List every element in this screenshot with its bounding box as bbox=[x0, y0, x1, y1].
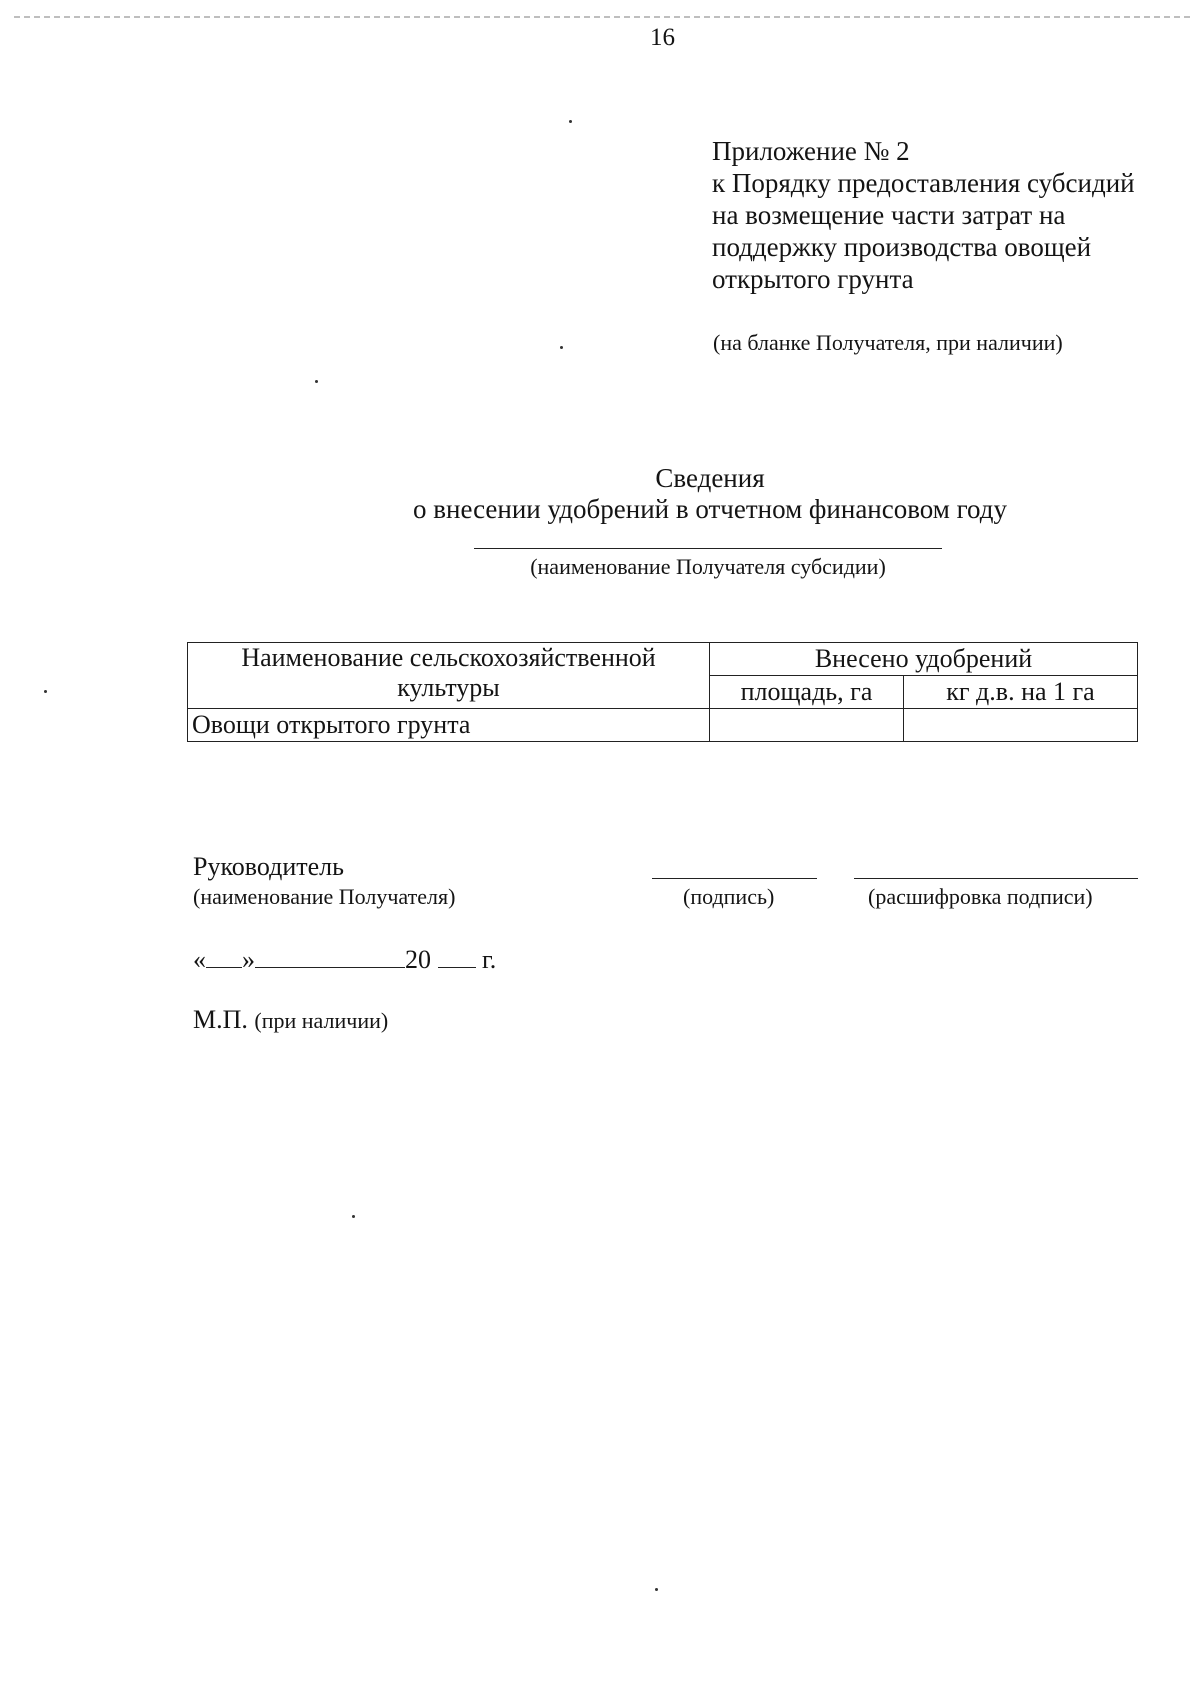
header-kg-per-ha: кг д.в. на 1 га bbox=[904, 676, 1138, 709]
row-crop-cell: Овощи открытого грунта bbox=[188, 709, 710, 742]
head-label: Руководитель bbox=[193, 852, 344, 881]
letterhead-note: (на бланке Получателя, при наличии) bbox=[713, 330, 1063, 355]
date-close-quote: » bbox=[242, 945, 255, 974]
date-year-prefix: 20 bbox=[405, 945, 431, 974]
signature-line[interactable] bbox=[652, 878, 817, 879]
head-caption: (наименование Получателя) bbox=[193, 884, 456, 909]
row-kg-cell[interactable] bbox=[904, 709, 1138, 742]
stamp-note: (при наличии) bbox=[254, 1008, 389, 1033]
scan-speck bbox=[655, 1588, 658, 1591]
appendix-line-3: на возмещение части затрат на bbox=[712, 200, 1066, 230]
table-header-row bbox=[188, 643, 1138, 676]
signature-caption: (подпись) bbox=[683, 884, 775, 909]
header-area: площадь, га bbox=[710, 676, 904, 709]
appendix-line-2: к Порядку предоставления субсидий bbox=[712, 168, 1135, 198]
header-crop-name: Наименование сельскохозяйственной культуры bbox=[188, 643, 710, 709]
date-year-blank[interactable] bbox=[438, 945, 476, 968]
scan-speck bbox=[569, 120, 572, 123]
date-row bbox=[193, 945, 496, 975]
date-open-quote: « bbox=[193, 945, 206, 974]
page-number: 16 bbox=[650, 24, 675, 51]
stamp-place bbox=[193, 1005, 388, 1035]
signature-decode-caption: (расшифровка подписи) bbox=[868, 884, 1093, 909]
scan-speck bbox=[315, 380, 318, 383]
date-month-blank[interactable] bbox=[255, 945, 405, 968]
date-day-blank[interactable] bbox=[206, 945, 242, 968]
recipient-name-line[interactable] bbox=[474, 548, 942, 549]
scan-speck bbox=[560, 346, 563, 349]
stamp-label: М.П. bbox=[193, 1005, 248, 1034]
scan-edge-artifact bbox=[14, 16, 1190, 18]
date-suffix: г. bbox=[482, 945, 497, 974]
appendix-line-1: Приложение № 2 bbox=[712, 136, 910, 166]
document-subtitle: о внесении удобрений в отчетном финансовом году bbox=[413, 494, 1007, 524]
signature-decode-line[interactable] bbox=[854, 878, 1138, 879]
header-fertilizer-applied: Внесено удобрений bbox=[710, 643, 1138, 676]
appendix-block bbox=[712, 135, 1135, 295]
appendix-line-5: открытого грунта bbox=[712, 264, 914, 294]
table-row bbox=[188, 709, 1138, 742]
row-area-cell[interactable] bbox=[710, 709, 904, 742]
recipient-name-caption: (наименование Получателя субсидии) bbox=[530, 554, 886, 579]
appendix-line-4: поддержку производства овощей bbox=[712, 232, 1092, 262]
scan-speck bbox=[44, 690, 47, 693]
fertilizer-table bbox=[187, 642, 1138, 742]
scan-speck bbox=[352, 1215, 355, 1218]
document-title: Сведения bbox=[655, 463, 765, 493]
